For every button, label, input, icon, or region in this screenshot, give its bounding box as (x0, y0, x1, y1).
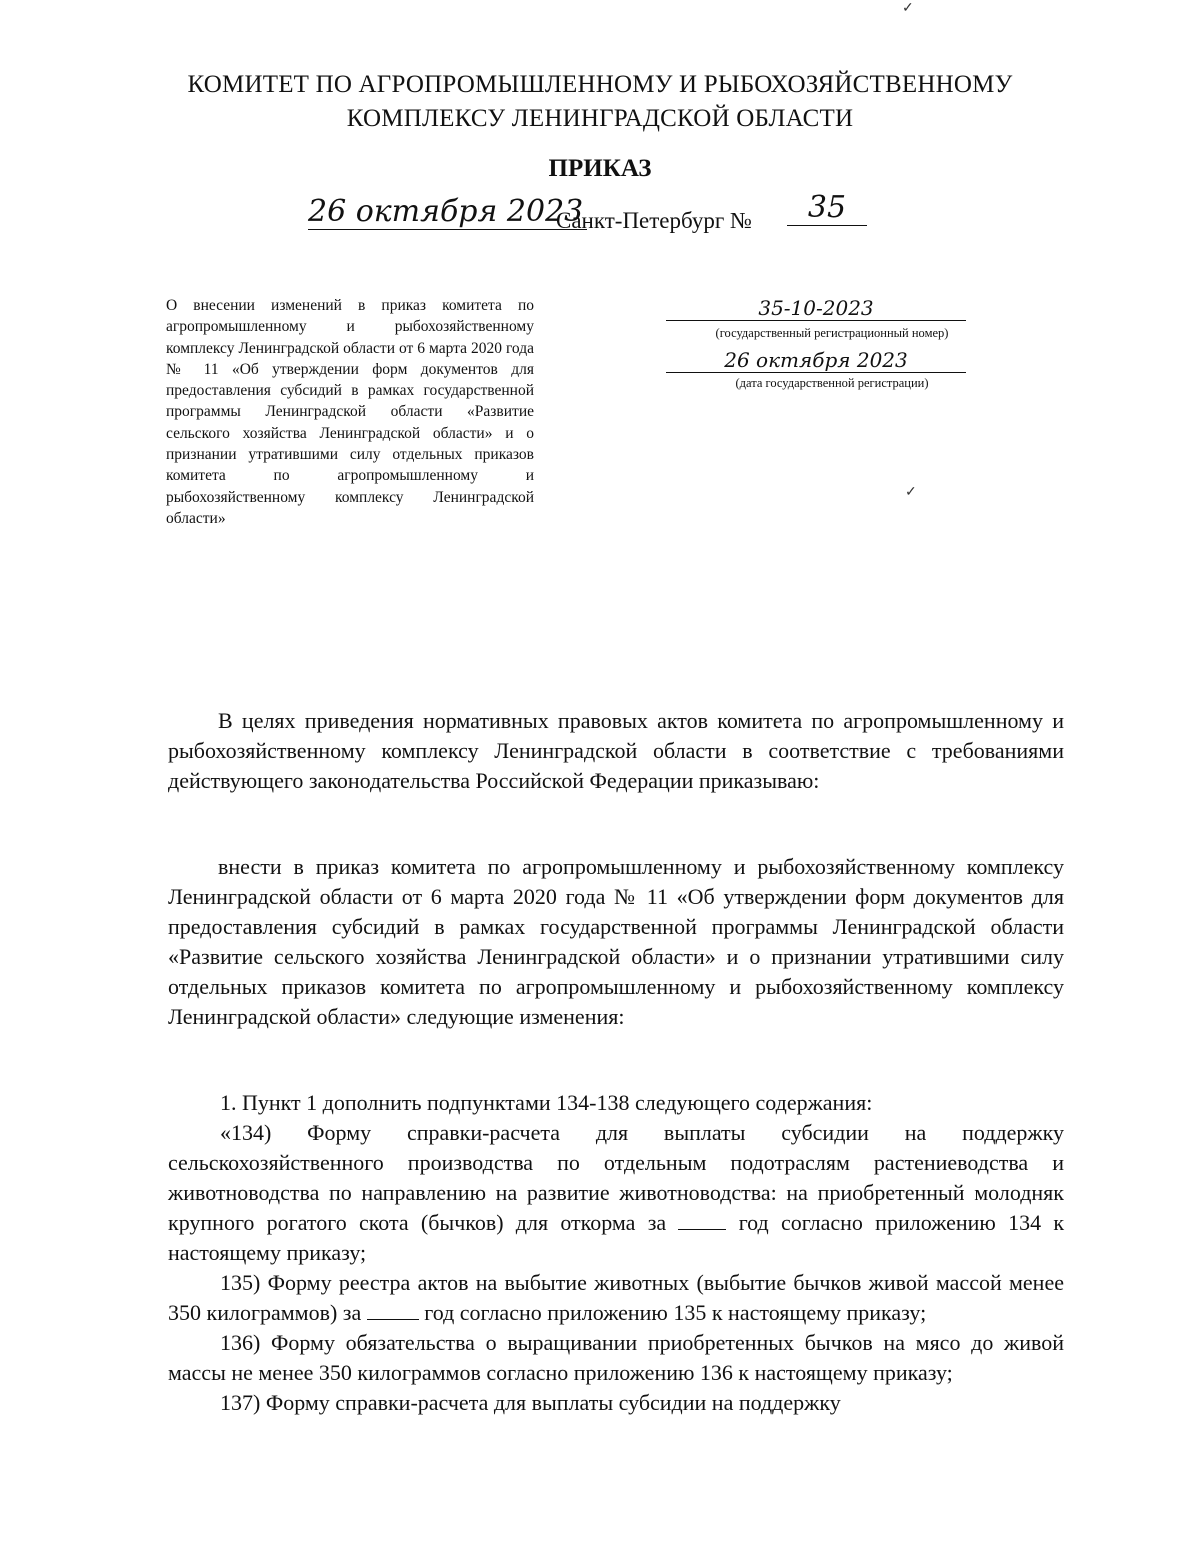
main-paragraph (168, 852, 1064, 1032)
registration-date-caption: (дата государственной регистрации) (735, 376, 929, 390)
item-136: 136) Форму обязательства о выращивании приобретенных бычков на мясо до живой массы не менее 350 килограммов согласно приложению 136 к настоящему приказу; (168, 1330, 1064, 1385)
items-section (168, 1088, 1064, 1418)
order-number-handwritten: 35 (787, 190, 867, 226)
item-1: 1. Пункт 1 дополнить подпунктами 134-138 следующего содержания: (220, 1090, 873, 1115)
registration-number-handwritten: 35-10-2023 (666, 296, 966, 321)
year-blank-134 (678, 1213, 726, 1230)
header-line-1: КОМИТЕТ ПО АГРОПРОМЫШЛЕННОМУ И РЫБОХОЗЯЙСТВЕННОМУ (187, 71, 1013, 98)
year-blank-135 (367, 1303, 419, 1320)
item-135 (168, 1268, 1064, 1328)
item-137: 137) Форму справки-расчета для выплаты субсидии на поддержку (220, 1390, 841, 1415)
order-date-handwritten: 26 октября 2023 (308, 194, 587, 230)
order-city: Санкт-Петербург № (556, 208, 752, 233)
item-134-text-a: «134) Форму справки-расчета для выплаты субсидии на поддержку сельскохозяйственного производства по отдельным подотраслям растениеводства и животноводства по направлению на развитие животноводства: на приобретенный молодняк крупного рогатого скота (бычков) для откорма за (168, 1120, 1064, 1235)
item-135-text-b: год согласно приложению 135 к настоящему приказу; (424, 1300, 927, 1325)
order-subject: О внесении изменений в приказ комитета по агропромышленному и рыбохозяйственному комплексу Ленинградской области от 6 марта 2020 года № 11 «Об утверждении форм документов для предоставления субсидий в рамках государственной программы Ленинградской области «Развитие сельского хозяйства Ленинградской области» и о признании утратившими силу отдельных приказов комитета по агропромышленному и рыбохозяйственному комплексу Ленинградской области» (166, 297, 534, 527)
main-text: внести в приказ комитета по агропромышленному и рыбохозяйственному комплексу Ленинградской области от 6 марта 2020 года № 11 «Об утверждении форм документов для предоставления субсидий в рамках государственной программы Ленинградской области «Развитие сельского хозяйства Ленинградской области» и о признании утратившими силу отдельных приказов комитета по агропромышленному и рыбохозяйственному комплексу Ленинградской области» следующие изменения: (168, 854, 1064, 1029)
header-line-2: КОМПЛЕКСУ ЛЕНИНГРАДСКОЙ ОБЛАСТИ (346, 105, 854, 132)
item-134 (168, 1118, 1064, 1268)
dateline (300, 190, 900, 240)
document-type: ПРИКАЗ (548, 155, 652, 182)
registration-date-handwritten: 26 октября 2023 (666, 348, 966, 373)
preamble-text: В целях приведения нормативных правовых актов комитета по агропромышленному и рыбохозяйственному комплексу Ленинградской области в соответствие с требованиями действующего законодательства Российской Федерации приказываю: (168, 708, 1064, 793)
preamble-paragraph (168, 706, 1064, 796)
scan-mark: ✓ (905, 485, 917, 500)
scan-mark: ✓ (902, 1, 914, 16)
item-135-text-a: 135) Форму реестра актов на выбытие животных (выбытие бычков живой массой менее 350 килограммов) за (168, 1270, 1064, 1325)
registration-number-caption: (государственный регистрационный номер) (715, 326, 949, 340)
item-134-text-b: год согласно приложению 134 к настоящему приказу; (168, 1210, 1065, 1265)
